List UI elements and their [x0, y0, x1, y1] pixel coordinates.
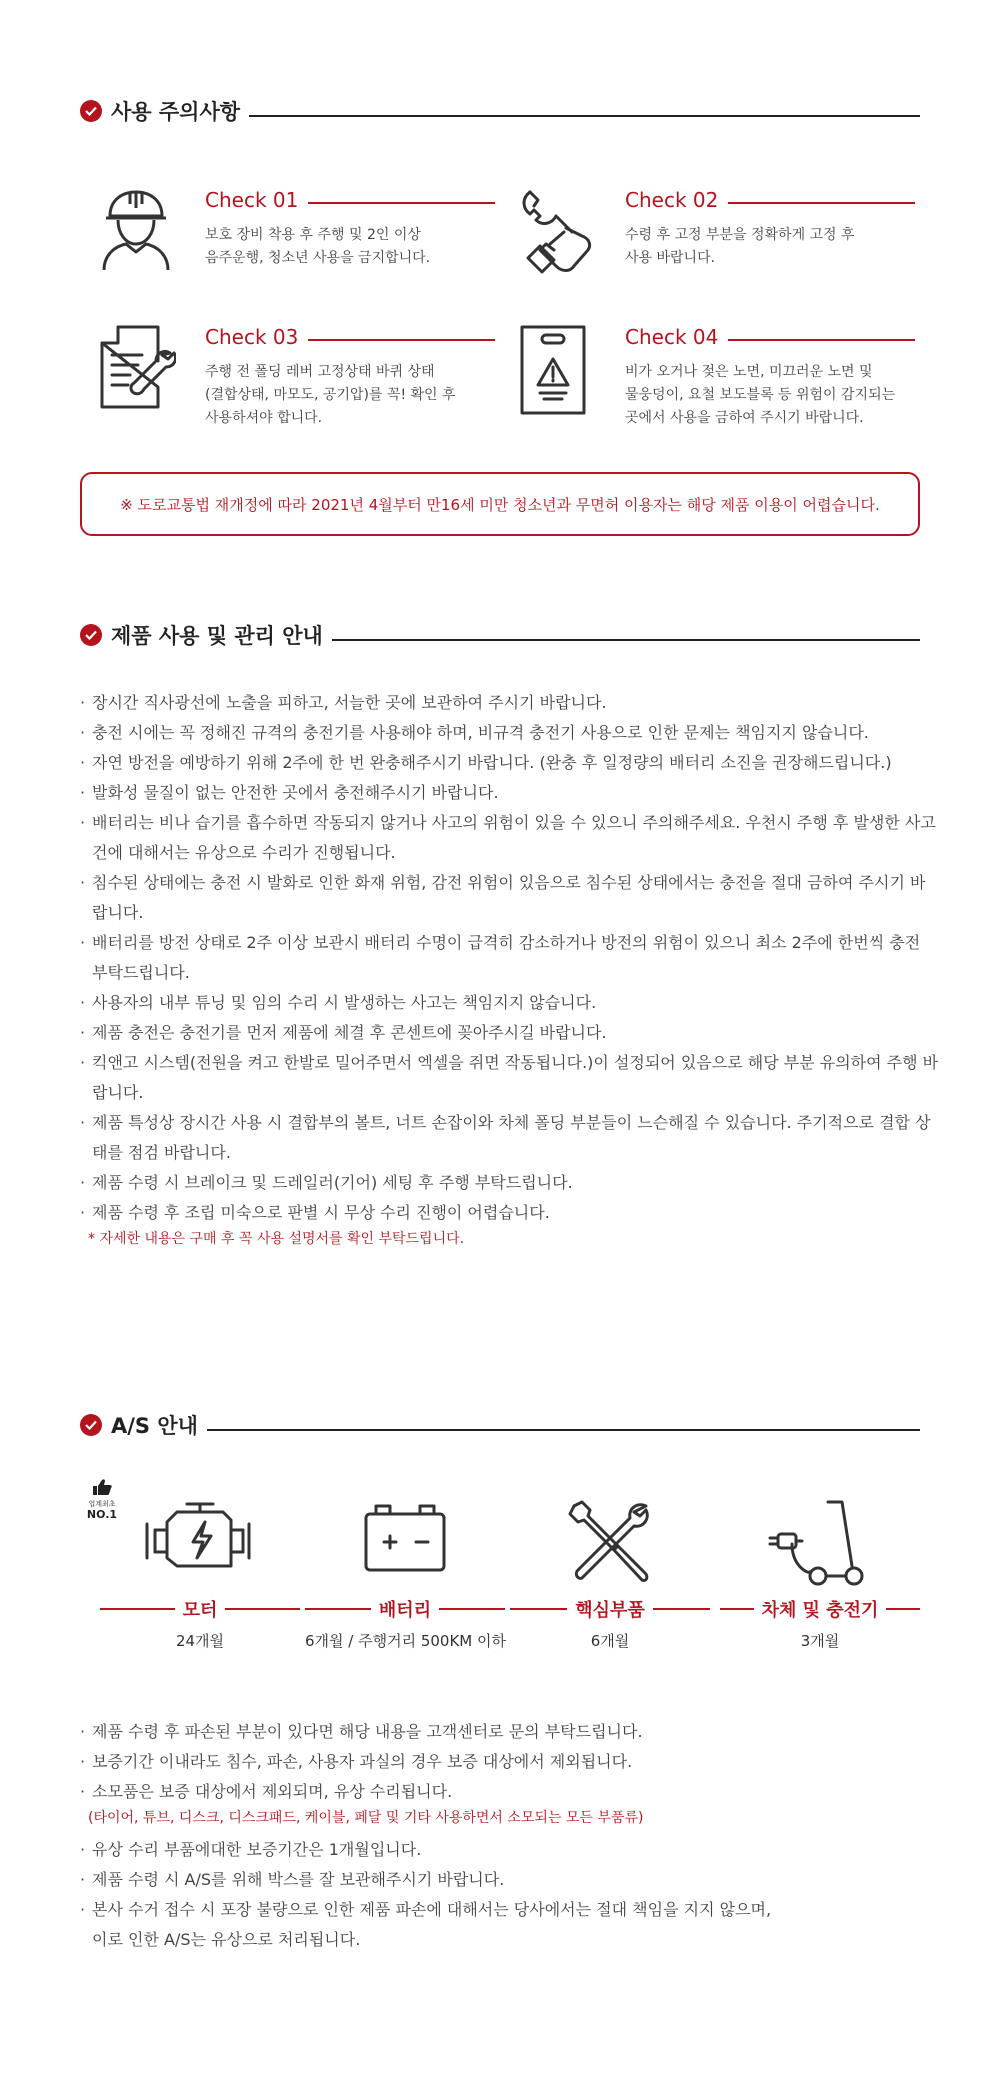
check-title: Check 02 [625, 188, 719, 212]
check-heading [625, 188, 915, 212]
as-list [80, 1717, 940, 1955]
check-description: 주행 전 폴딩 레버 고정상태 바퀴 상태 (결합상태, 마모도, 공기압)를 꼭! 확인 후 사용하셔야 합니다. [205, 364, 456, 426]
check-circle-icon [80, 1414, 102, 1436]
check-circle-icon [80, 624, 102, 646]
list-item: · 장시간 직사광선에 노출을 피하고, 서늘한 곳에 보관하여 주시기 바랍니다. [80, 693, 607, 712]
list-item: · 사용자의 내부 튜닝 및 임의 수리 시 발생하는 사고는 책임지지 않습니다. [80, 993, 597, 1012]
list-item: · 자연 방전을 예방하기 위해 2주에 한 번 완충해주시기 바랍니다. (완충 후 일정량의 배터리 소진을 권장해드립니다.) [80, 753, 892, 772]
check-heading [625, 325, 915, 349]
usage-footnote: * 자세한 내용은 구매 후 꼭 사용 설명서를 확인 부탁드립니다. [88, 1231, 465, 1247]
list-item: · 보증기간 이내라도 침수, 파손, 사용자 과실의 경우 보증 대상에서 제외됩니다. [80, 1752, 633, 1771]
as-part-period: 24개월 [175, 1632, 225, 1650]
legal-notice-text: ※ 도로교통법 재개정에 따라 2021년 4월부터 만16세 미만 청소년과 무면허 이용자는 해당 제품 이용이 어렵습니다. [120, 495, 880, 514]
list-item: · 킥앤고 시스템(전원을 켜고 한발로 밀어주면서 엑셀을 쥐면 작동됩니다.)이 설정되어 있음으로 해당 부분 유의하여 주행 바랍니다. [80, 1053, 939, 1102]
list-item: · 충전 시에는 꼭 정해진 규격의 충전기를 사용해야 하며, 비규격 충전기 사용으로 인한 문제는 책임지지 않습니다. [80, 723, 869, 742]
check-rule [728, 202, 915, 204]
divider [332, 639, 920, 641]
section-title: 제품 사용 및 관리 안내 [111, 624, 323, 648]
as-item-battery [305, 1500, 505, 1660]
badge-small-text: 업계최초 [88, 1500, 116, 1508]
list-item: · 배터리를 방전 상태로 2주 이상 보관시 배터리 수명이 급격히 감소하거나 방전의 위험이 있으니 최소 2주에 한번씩 충전 부탁드립니다. [80, 933, 921, 982]
section-title: 사용 주의사항 [111, 100, 241, 124]
as-part-period: 3개월 [800, 1632, 840, 1650]
list-item: · 본사 수거 접수 시 포장 불량으로 인한 제품 파손에 대해서는 당사에서는 절대 책임을 지지 않으며, 이로 인한 A/S는 유상으로 처리됩니다. [80, 1900, 772, 1949]
list-item: · 제품 수령 후 조립 미숙으로 판별 시 무상 수리 진행이 어렵습니다. [80, 1203, 550, 1222]
thumbs-up-icon [91, 1481, 113, 1500]
as-label-row [100, 1596, 300, 1622]
list-item: · 유상 수리 부품에대한 보증기간은 1개월입니다. [80, 1840, 422, 1859]
check-rule [308, 339, 495, 341]
list-item: · 제품 수령 시 브레이크 및 드레일러(기어) 세팅 후 주행 부탁드립니다. [80, 1173, 573, 1192]
as-part-label: 차체 및 충전기 [761, 1600, 879, 1621]
check-card-04 [520, 325, 940, 455]
list-item: · 소모품은 보증 대상에서 제외되며, 유상 수리됩니다. [80, 1782, 453, 1801]
motor-engine-icon [143, 1500, 257, 1580]
list-item: · 발화성 물질이 없는 안전한 곳에서 충전해주시기 바랍니다. [80, 783, 499, 802]
list-item: · 제품 충전은 충전기를 먼저 제품에 체결 후 콘센트에 꽂아주시길 바랍니다. [80, 1023, 607, 1042]
as-part-label: 배터리 [378, 1600, 432, 1621]
check-description: 보호 장비 착용 후 주행 및 2인 이상 음주운행, 청소년 사용을 금지합니다. [205, 227, 431, 266]
divider [207, 1429, 920, 1431]
usage-list [80, 688, 940, 1256]
list-item: · 제품 특성상 장시간 사용 시 결합부의 볼트, 너트 손잡이와 차체 폴딩 부분들이 느슨해질 수 있습니다. 주기적으로 결합 상태를 점검 바랍니다. [80, 1113, 931, 1162]
check-title: Check 01 [205, 188, 299, 212]
as-item-core-parts [510, 1500, 710, 1660]
divider [249, 115, 920, 117]
as-item-motor [100, 1500, 300, 1660]
list-item: · 제품 수령 후 파손된 부분이 있다면 해당 내용을 고객센터로 문의 부탁드립니다. [80, 1722, 643, 1741]
check-title: Check 04 [625, 325, 719, 349]
wrench-hand-icon [520, 188, 600, 288]
check-circle-icon [80, 100, 102, 122]
check-card-02 [520, 188, 940, 318]
as-part-period: 6개월 / 주행거리 500KM 이하 [305, 1632, 506, 1650]
document-wrench-icon [100, 325, 180, 425]
tools-icon [568, 1500, 652, 1588]
warning-sign-icon [520, 325, 600, 425]
check-heading [205, 188, 495, 212]
as-label-row [510, 1596, 710, 1622]
worker-helmet-icon [100, 188, 180, 288]
as-label-row [720, 1596, 920, 1622]
as-item-body-charger [720, 1500, 920, 1660]
check-heading [205, 325, 495, 349]
list-item: · 배터리는 비나 습기를 흡수하면 작동되지 않거나 사고의 위험이 있을 수 있으니 주의해주세요. 우천시 주행 후 발생한 사고건에 대해서는 유상으로 수리가 진행됩니다. [80, 813, 936, 862]
check-rule [308, 202, 495, 204]
legal-notice-box [80, 472, 920, 536]
scooter-charger-icon [768, 1500, 872, 1590]
as-part-label: 모터 [182, 1600, 218, 1621]
check-rule [728, 339, 915, 341]
precautions-header [80, 96, 920, 126]
as-part-period: 6개월 [590, 1632, 630, 1650]
as-label-row [305, 1596, 505, 1622]
check-description: 수령 후 고정 부분을 정확하게 고정 후 사용 바랍니다. [625, 227, 855, 266]
consumables-note: (타이어, 튜브, 디스크, 디스크패드, 케이블, 페달 및 기타 사용하면서 소모되는 모든 부품류) [88, 1810, 644, 1826]
check-card-01 [100, 188, 520, 318]
check-title: Check 03 [205, 325, 299, 349]
check-card-03 [100, 325, 520, 455]
badge-big-text: NO.1 [86, 1508, 118, 1521]
section-title: A/S 안내 [111, 1414, 198, 1438]
battery-icon [360, 1500, 450, 1580]
as-header [80, 1410, 920, 1440]
list-item: · 제품 수령 시 A/S를 위해 박스를 잘 보관해주시기 바랍니다. [80, 1870, 505, 1889]
list-item: · 침수된 상태에는 충전 시 발화로 인한 화재 위험, 감전 위험이 있음으로 침수된 상태에서는 충전을 절대 금하여 주시기 바랍니다. [80, 873, 926, 922]
as-part-label: 핵심부품 [575, 1600, 645, 1621]
usage-header [80, 620, 920, 650]
check-description: 비가 오거나 젖은 노면, 미끄러운 노면 및 물웅덩이, 요철 보도블록 등 위험이 감지되는 곳에서 사용을 금하여 주시기 바랍니다. [625, 364, 896, 426]
